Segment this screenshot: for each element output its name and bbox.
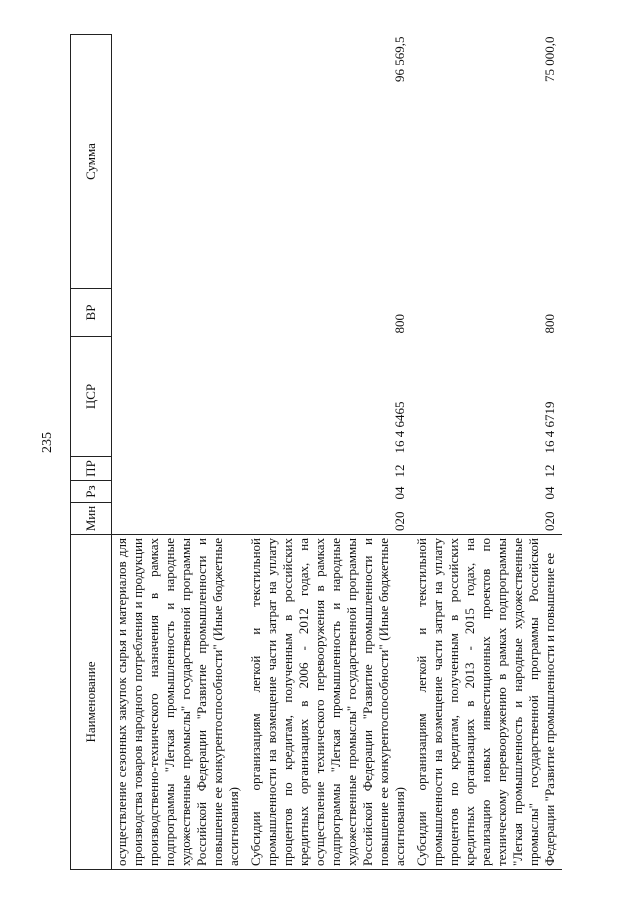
row-name: осуществление сезонных закупок сырья и материалов для производства товаров народного потребления и продукции производственно-технического назначения в рамках подпрограммы "Легкая промышленность и народные художественные промыслы" государственной программы Российской Федерации "Развитие промышленности и повышение ее конкурентоспособности" (Иные бюджетные ассигнования): [112, 535, 247, 870]
table-row: [246, 35, 412, 870]
row-min: 020: [542, 511, 557, 531]
row-csr: 16 4 6719: [542, 401, 557, 454]
header-csr: ЦСР: [71, 337, 112, 457]
table-row: [412, 35, 562, 870]
row-min: [112, 503, 247, 535]
budget-table: [70, 34, 562, 870]
row-min: 020: [392, 511, 407, 531]
rotated-page-content: [70, 35, 610, 870]
row-rz: [112, 481, 247, 503]
row-pr: 12: [392, 464, 407, 478]
table-row: [112, 35, 247, 870]
row-pr: 12: [542, 464, 557, 478]
header-rz: Рз: [71, 481, 112, 503]
row-sum: 96 569,5: [392, 36, 407, 82]
row-name: Субсидии организациям легкой и текстильной промышленности на возмещение части затрат на уплату процентов по кредитам, полученным в российских кредитных организациях в 2006 - 2012 годах, на осуществление технического перевооружения в рамках подпрограммы "Легкая промышленность и народные художественные промыслы" государственной программы Российской Федерации "Развитие промышленности и повышение ее конкурентоспособности" (Иные бюджетные ассигнования): [246, 535, 412, 870]
row-vr: 800: [542, 314, 557, 334]
row-csr: 16 4 6465: [392, 401, 407, 454]
row-vr: [112, 289, 247, 337]
row-sum: [112, 35, 247, 289]
row-sum: 75 000,0: [542, 36, 557, 82]
table-header-row: [71, 35, 112, 870]
row-csr: [112, 337, 247, 457]
header-sum: Сумма: [71, 35, 112, 289]
row-name: Субсидии организациям легкой и текстильной промышленности на возмещение части затрат на уплату процентов по кредитам, полученным в российских кредитных организациях в 2013 - 2015 годах, на реализацию новых инвестиционных проектов по техническому перевооружению в рамках подпрограммы "Легкая промышленность и народные художественные промыслы" государственной программы Российской Федерации "Развитие промышленности и повышение ее: [412, 535, 562, 870]
header-name: Наименование: [71, 535, 112, 870]
row-rz: 04: [542, 486, 557, 500]
row-rz: 04: [392, 486, 407, 500]
header-min: Мин: [71, 503, 112, 535]
row-vr: 800: [392, 314, 407, 334]
header-pr: ПР: [71, 457, 112, 481]
header-vr: ВР: [71, 289, 112, 337]
row-pr: [112, 457, 247, 481]
page-number: 235: [40, 432, 55, 453]
